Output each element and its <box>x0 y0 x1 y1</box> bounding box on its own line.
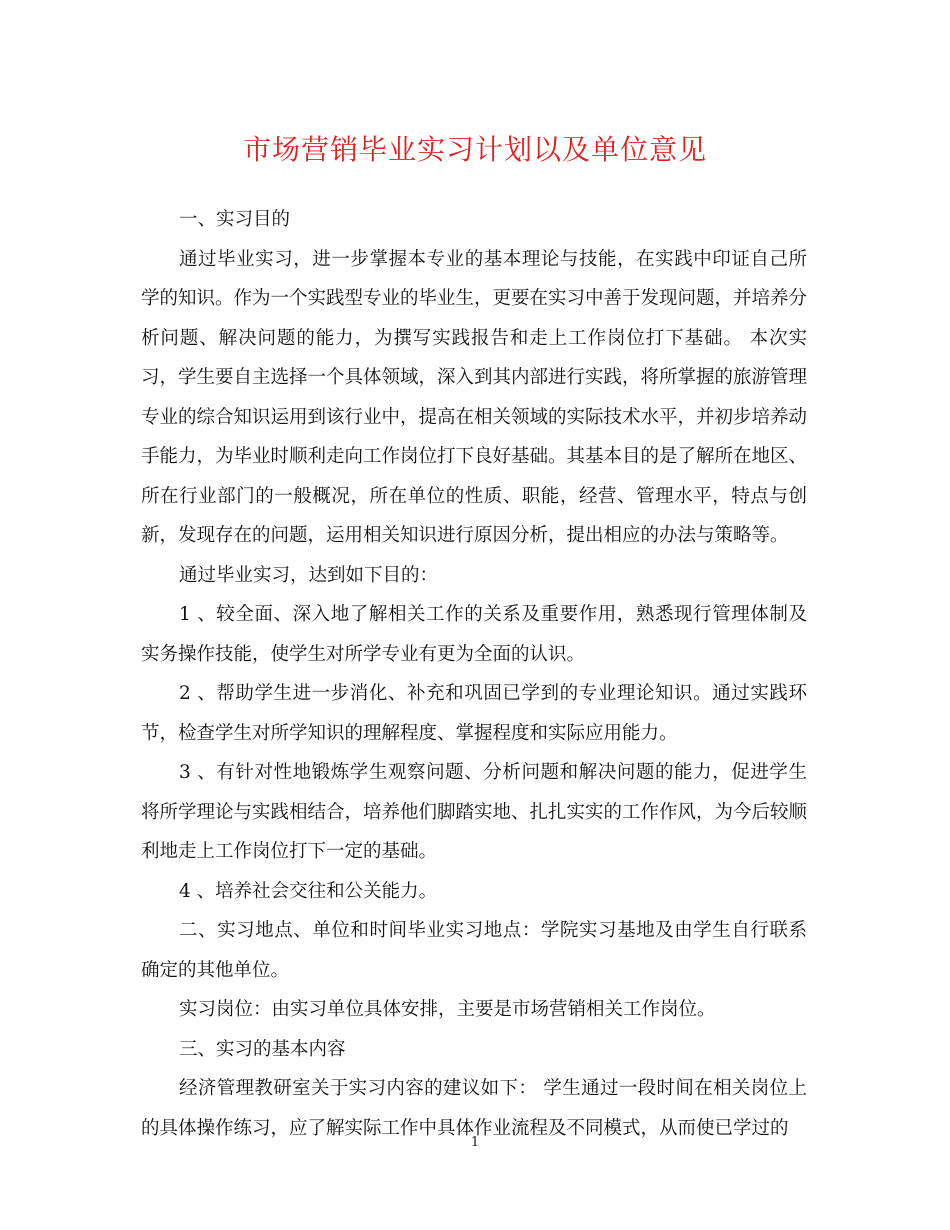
paragraph-content-suggestion: 经济管理教研室关于实习内容的建议如下： 学生通过一段时间在相关岗位上的具体操作练习，应了解实际工作中具体作业流程及不同模式，从而使已学过的 <box>141 1078 807 1139</box>
document-body <box>141 200 807 1148</box>
section-heading-content: 三、实习的基本内容 <box>179 1038 346 1060</box>
section-heading-location: 二、实习地点、单位和时间毕业实习地点：学院实习基地及由学生自行联系确定的其他单位。 <box>141 920 807 981</box>
list-item-goal-1: 1 、较全面、深入地了解相关工作的关系及重要作用，熟悉现行管理体制及实务操作技能，使学生对所学专业有更为全面的认识。 <box>141 604 807 665</box>
paragraph-goals-intro: 通过毕业实习，达到如下目的： <box>179 564 439 586</box>
paragraph-purpose-description: 通过毕业实习，进一步掌握本专业的基本理论与技能，在实践中印证自己所学的知识。作为一个实践型专业的毕业生，更要在实习中善于发现问题，并培养分析问题、解决问题的能力，为撰写实践报告和走上工作岗位打下基础。 本次实习，学生要自主选择一个具体领域，深入到其内部进行实践，将所掌握的旅游管理专业的综合知识运用到该行业中，提高在相关领域的实际技术水平，并初步培养动手能力，为毕业时顺利走向工作岗位打下良好基础。其基本目的是了解所在地区、所在行业部门的一般概况，所在单位的性质、职能，经营、管理水平，特点与创新，发现存在的问题，运用相关知识进行原因分析，提出相应的办法与策略等。 <box>141 248 808 546</box>
list-item-goal-2: 2 、帮助学生进一步消化、补充和巩固已学到的专业理论知识。通过实践环节，检查学生对所学知识的理解程度、掌握程度和实际应用能力。 <box>141 683 807 744</box>
list-item-goal-3: 3 、有针对性地锻炼学生观察问题、分析问题和解决问题的能力，促进学生将所学理论与实践相结合，培养他们脚踏实地、扎扎实实的工作作风，为今后较顺利地走上工作岗位打下一定的基础。 <box>141 762 808 862</box>
list-item-goal-4: 4 、培养社会交往和公关能力。 <box>179 880 438 902</box>
paragraph-internship-position: 实习岗位：由实习单位具体安排，主要是市场营销相关工作岗位。 <box>179 999 716 1020</box>
document-title: 市场营销毕业实习计划以及单位意见 <box>242 133 707 166</box>
page-number: 1 <box>470 1135 480 1150</box>
section-heading-purpose: 一、实习目的 <box>179 209 291 230</box>
